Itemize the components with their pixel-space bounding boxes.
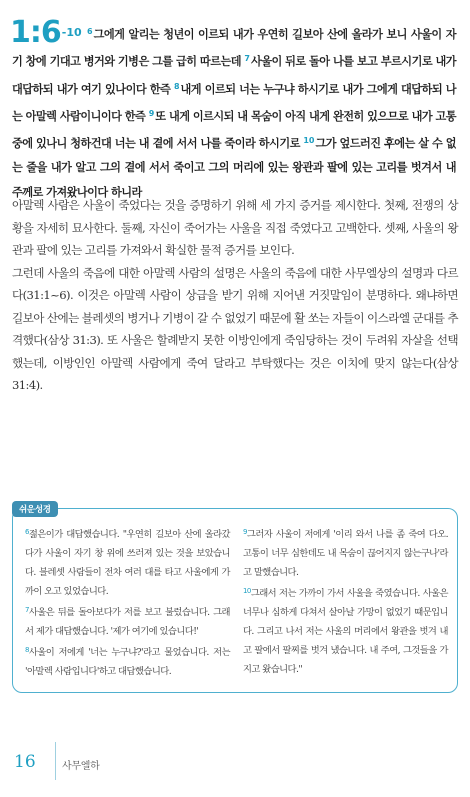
footer-divider: [55, 742, 56, 780]
easy-verse: [25, 523, 230, 601]
easy-bible-left-column: [25, 523, 230, 681]
verse-text: 그에게 알리는 청년이 이르되 내가 우연히 길보아 산에 올라가 보니 사울이 자기 창에 기대고 병거와 기병은 그를 급히 따르는데: [12, 28, 456, 69]
easy-bible-right-column: [243, 523, 448, 679]
easy-verse-text: 사울은 뒤를 돌아보다가 저를 보고 불렀습니다. 그래서 제가 대답했습니다. '제가 여기에 있습니다!': [25, 607, 230, 637]
easy-bible-label: 쉬운성경: [12, 501, 58, 517]
verse-number: 9: [148, 108, 155, 118]
verse-reference-main: 1:6: [10, 15, 61, 50]
verse-number: 10: [303, 136, 315, 146]
page-number: 16: [14, 752, 36, 772]
easy-verse-number: 10: [243, 587, 251, 595]
easy-verse-number: 9: [243, 528, 247, 536]
verse-number: 7: [244, 54, 250, 64]
easy-verse: [25, 641, 230, 681]
book-name: 사무엘하: [62, 761, 100, 772]
commentary-paragraph: 그런데 사울의 죽음에 대한 아말렉 사람의 설명은 사울의 죽음에 대한 사무엘상의 설명과 다르다(31:1~6). 이것은 아말렉 사람이 상급을 받기 위해 지어낸 거짓말임이 분명하다. 왜냐하면 길보아 산에는 블레셋의 병거나 기병이 갈 수 없었기 때문에 활 쏘는 자들이 이스라엘 군대를 추격했다(삼상 31:3). 또 사울은 할례받지 못한 이방인에게 죽임당하는 것이 두려워 자살을 선택했는데, 이방인인 아말렉 사람에게 죽여 달라고 부탁했다는 것은 이치에 맞지 않는다(삼상 31:4).: [12, 265, 458, 392]
commentary-paragraph: 아말렉 사람은 사울이 죽었다는 것을 증명하기 위해 세 가지 증거를 제시한다. 첫째, 전쟁의 상황을 자세히 묘사한다. 둘째, 자신이 죽어가는 사울을 직접 죽였다고 고백한다. 셋째, 사울의 왕관과 팔에 있는 고리를 가져와서 확실한 물적 증거를 보인다.: [12, 198, 458, 257]
easy-verse-number: 7: [25, 606, 29, 614]
verse-text: 또 내게 이르시되 내 목숨이 아직 내게 완전히 있으므로 내가 고통 중에 있나니 청하건대 너는 내 곁에 서서 나를 죽이라 하시기로: [12, 109, 456, 151]
verse-reference-range: -10: [61, 26, 82, 39]
easy-verse-text: 젊은이가 대답했습니다. "우연히 길보아 산에 올라갔다가 사울이 자기 창 위에 쓰러져 있는 것을 보았습니다. 블레셋 사람들이 전차 여러 대를 타고 사울에게 가까이 오고 있었습니다.: [25, 529, 230, 597]
easy-verse-text: 그러자 사울이 저에게 '이리 와서 나를 좀 죽여 다오. 고통이 너무 심한데도 내 목숨이 끊어지지 않는구나'라고 말했습니다.: [243, 529, 448, 578]
scripture-text: [12, 20, 456, 205]
verse-text: 내게 이르되 너는 누구냐 하시기로 내가 그에게 대답하되 나는 아말렉 사람이니이다 한즉: [12, 82, 457, 123]
verse-number: 6: [87, 27, 93, 36]
easy-verse: [25, 601, 230, 641]
easy-verse-number: 8: [25, 646, 29, 654]
easy-bible-box: [12, 505, 458, 693]
easy-verse: [243, 582, 448, 679]
verse-text: 사울이 뒤로 돌아 나를 보고 부르시기로 내가 대답하되 내가 여기 있나이다 한즉: [12, 55, 457, 96]
easy-verse-number: 6: [25, 528, 29, 536]
commentary: [12, 194, 458, 397]
verse-number: 8: [173, 81, 180, 91]
easy-verse-text: 그래서 저는 가까이 가서 사울을 죽였습니다. 사울은 너무나 심하게 다쳐서 살아날 가망이 없었기 때문입니다. 그리고 나서 저는 사울의 머리에서 왕관을 벗겨 내고 팔에서 팔찌를 벗겨 냈습니다. 내 주여, 그것들을 가지고 왔습니다.": [243, 588, 448, 675]
verse-text: 그가 엎드러진 후에는 살 수 없는 줄을 내가 알고 그의 곁에 서서 죽이고 그의 머리에 있는 왕관과 팔에 있는 고리를 벗겨서 내 주께로 가져왔나이다 하니라: [12, 137, 456, 199]
easy-verse-text: 사울이 저에게 '너는 누구냐?'라고 물었습니다. 저는 '아말렉 사람입니다'하고 대답했습니다.: [25, 647, 230, 677]
easy-verse: [243, 523, 448, 582]
